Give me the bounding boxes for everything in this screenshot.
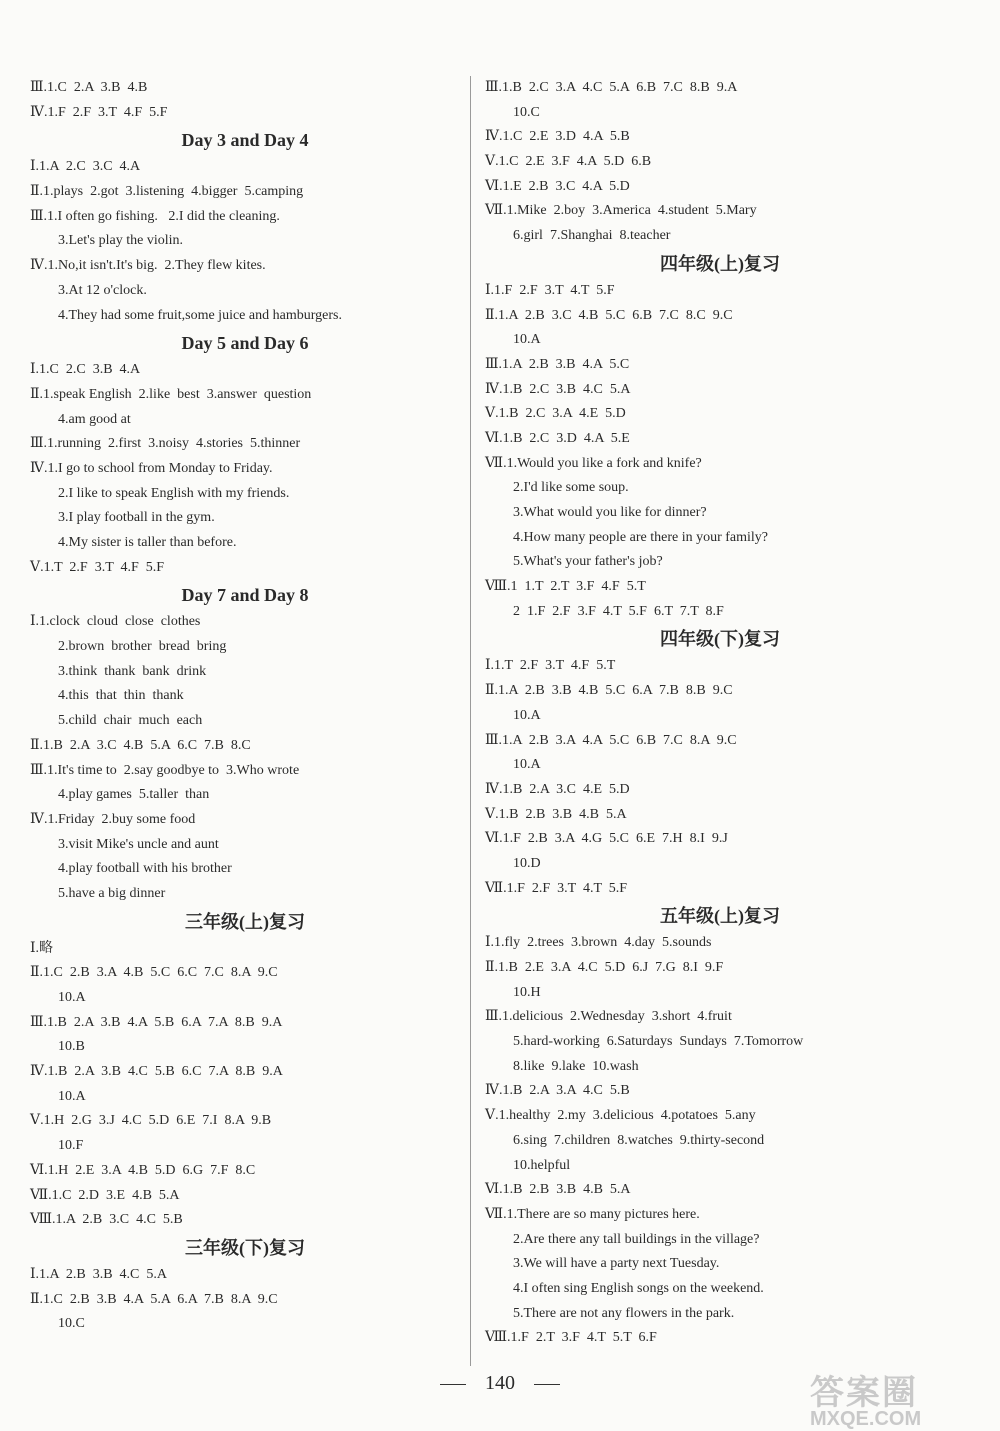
answer-line: 10.C: [513, 104, 540, 120]
answer-line: 2.I'd like some soup.: [513, 480, 629, 496]
answer-line: Ⅷ.1.A 2.B 3.C 4.C 5.B: [30, 1212, 183, 1228]
answer-line: 10.D: [513, 855, 541, 871]
column-divider: [470, 76, 471, 1366]
answer-line: 6.sing 7.children 8.watches 9.thirty-second: [513, 1132, 765, 1148]
answer-line: 10.H: [513, 984, 541, 1000]
answer-line: 3.I play football in the gym.: [58, 510, 215, 526]
answer-line: 5.What's your father's job?: [513, 554, 663, 570]
section-heading: 三年级(下)复习: [185, 1237, 305, 1258]
answer-line: Ⅴ.1.C 2.E 3.F 4.A 5.D 6.B: [485, 154, 652, 170]
answer-line: Ⅱ.1.plays 2.got 3.listening 4.bigger 5.camping: [30, 184, 304, 200]
answer-line: Ⅰ.1.C 2.C 3.B 4.A: [30, 362, 141, 378]
answer-line: Ⅰ.1.A 2.B 3.B 4.C 5.A: [30, 1266, 167, 1282]
answer-line: 5.child chair much each: [58, 713, 203, 729]
answer-line: Ⅴ.1.T 2.F 3.T 4.F 5.F: [30, 559, 165, 575]
answer-line: 4.play games 5.taller than: [58, 787, 210, 803]
answer-line: 10.A: [513, 332, 541, 348]
right-column: [485, 76, 955, 1351]
answer-line: 4.I often sing English songs on the weekend.: [513, 1280, 764, 1296]
answer-line: Ⅵ.1.E 2.B 3.C 4.A 5.D: [485, 178, 630, 194]
answer-line: Ⅱ.1.speak English 2.like best 3.answer question: [30, 386, 312, 402]
answer-line: Ⅱ.1.C 2.B 3.A 4.B 5.C 6.C 7.C 8.A 9.C: [30, 965, 278, 981]
section-heading: Day 3 and Day 4: [181, 130, 309, 151]
answer-line: Ⅲ.1.B 2.C 3.A 4.C 5.A 6.B 7.C 8.B 9.A: [485, 80, 738, 95]
answer-line: Ⅱ.1.B 2.E 3.A 4.C 5.D 6.J 7.G 8.I 9.F: [485, 960, 724, 975]
answer-line: Ⅳ.1.C 2.E 3.D 4.A 5.B: [485, 129, 630, 145]
answer-line: Ⅴ.1.B 2.B 3.B 4.B 5.A: [485, 806, 627, 822]
answer-line: 5.have a big dinner: [58, 885, 166, 901]
answer-line: Ⅶ.1.There are so many pictures here.: [485, 1206, 700, 1222]
answer-line: Ⅲ.1.delicious 2.Wednesday 3.short 4.fruit: [485, 1009, 732, 1025]
answer-line: 4.My sister is taller than before.: [58, 535, 237, 550]
answer-line: Ⅳ.1.No,it isn't.It's big. 2.They flew kites.: [30, 258, 266, 274]
answer-line: 10.A: [513, 757, 541, 773]
page-number: 140: [485, 1372, 515, 1394]
answer-line: 5.There are not any flowers in the park.: [513, 1305, 735, 1321]
answer-line: 2.I like to speak English with my friends.: [58, 485, 290, 501]
answer-line: 3.At 12 o'clock.: [58, 282, 147, 298]
answer-line: 10.A: [58, 1088, 86, 1104]
answer-line: Ⅰ.1.clock cloud close clothes: [30, 614, 201, 630]
watermark-url: MXQE.COM: [810, 1408, 922, 1430]
answer-line: 10.C: [58, 1316, 85, 1332]
answer-line: Ⅳ.1.B 2.A 3.B 4.C 5.B 6.C 7.A 8.B 9.A: [30, 1064, 283, 1080]
left-column: [30, 76, 460, 1337]
answer-line: Ⅶ.1.F 2.F 3.T 4.T 5.F: [485, 880, 628, 896]
section-heading: 四年级(下)复习: [660, 629, 780, 650]
answer-line: Ⅵ.1.B 2.B 3.B 4.B 5.A: [485, 1182, 631, 1198]
answer-line: 2 1.F 2.F 3.F 4.T 5.F 6.T 7.T 8.F: [513, 603, 724, 619]
answer-line: Ⅲ.1.It's time to 2.say goodbye to 3.Who wrote: [30, 762, 300, 778]
answer-line: Ⅴ.1.healthy 2.my 3.delicious 4.potatoes 5.any: [485, 1108, 756, 1124]
section-heading: Day 5 and Day 6: [181, 333, 309, 354]
answer-line: Ⅳ.1.B 2.C 3.B 4.C 5.A: [485, 381, 631, 397]
answer-line: Ⅳ.1.I go to school from Monday to Friday.: [30, 460, 273, 476]
answer-line: Ⅳ.1.B 2.A 3.C 4.E 5.D: [485, 781, 630, 797]
answer-line: 4.How many people are there in your family?: [513, 529, 769, 545]
answer-line: 3.What would you like for dinner?: [513, 505, 707, 520]
answer-line: Ⅲ.1.A 2.B 3.B 4.A 5.C: [485, 356, 630, 372]
section-heading: Day 7 and Day 8: [181, 585, 309, 606]
answer-line: Ⅴ.1.H 2.G 3.J 4.C 5.D 6.E 7.I 8.A 9.B: [30, 1113, 272, 1129]
answer-line: Ⅶ.1.C 2.D 3.E 4.B 5.A: [30, 1187, 180, 1203]
watermark-cn: 答案圈: [810, 1374, 918, 1412]
answer-line: 5.hard-working 6.Saturdays Sundays 7.Tomorrow: [513, 1034, 804, 1050]
answer-line: 3.Let's play the violin.: [58, 233, 184, 249]
footer-dash-right: [534, 1384, 560, 1385]
answer-line: Ⅳ.1.F 2.F 3.T 4.F 5.F: [30, 104, 168, 120]
answer-line: 10.A: [58, 990, 86, 1005]
answer-line: Ⅳ.1.B 2.A 3.A 4.C 5.B: [485, 1083, 630, 1099]
answer-line: 4.this that thin thank: [58, 688, 184, 704]
answer-line: 4.play football with his brother: [58, 861, 232, 877]
answer-line: 6.girl 7.Shanghai 8.teacher: [513, 228, 671, 244]
answer-line: 8.like 9.lake 10.wash: [513, 1058, 639, 1074]
answer-line: Ⅲ.1.I often go fishing. 2.I did the cleaning.: [30, 208, 280, 224]
answer-line: Ⅵ.1.H 2.E 3.A 4.B 5.D 6.G 7.F 8.C: [30, 1162, 256, 1178]
answer-line: 3.think thank bank drink: [58, 663, 207, 679]
answer-line: 10.A: [513, 707, 541, 723]
answer-line: Ⅲ.1.A 2.B 3.A 4.A 5.C 6.B 7.C 8.A 9.C: [485, 732, 737, 748]
watermark-logo: [810, 1365, 990, 1430]
answer-line: 10.B: [58, 1039, 85, 1055]
section-heading: 五年级(上)复习: [660, 906, 780, 927]
answer-line: Ⅱ.1.C 2.B 3.B 4.A 5.A 6.A 7.B 8.A 9.C: [30, 1291, 278, 1307]
answer-line: Ⅷ.1 1.T 2.T 3.F 4.F 5.T: [485, 579, 646, 595]
answer-line: Ⅲ.1.running 2.first 3.noisy 4.stories 5.thinner: [30, 436, 301, 452]
section-heading: 四年级(上)复习: [660, 253, 780, 274]
answer-line: Ⅲ.1.B 2.A 3.B 4.A 5.B 6.A 7.A 8.B 9.A: [30, 1014, 283, 1030]
answer-line: 2.brown brother bread bring: [58, 639, 227, 655]
footer-dash-left: [440, 1384, 466, 1385]
answer-line: 4.am good at: [58, 411, 131, 427]
answer-line: 3.We will have a party next Tuesday.: [513, 1256, 720, 1272]
answer-line: 3.visit Mike's uncle and aunt: [58, 836, 219, 852]
answer-line: Ⅴ.1.B 2.C 3.A 4.E 5.D: [485, 406, 626, 422]
answer-line: Ⅵ.1.F 2.B 3.A 4.G 5.C 6.E 7.H 8.I 9.J: [485, 831, 728, 847]
answer-line: Ⅲ.1.C 2.A 3.B 4.B: [30, 80, 148, 95]
answer-line: 10.helpful: [513, 1157, 571, 1173]
answer-line: 10.F: [58, 1138, 84, 1154]
answer-line: Ⅳ.1.Friday 2.buy some food: [30, 811, 196, 827]
answer-line: Ⅰ.1.fly 2.trees 3.brown 4.day 5.sounds: [485, 935, 712, 951]
answer-line: 2.Are there any tall buildings in the village?: [513, 1231, 760, 1247]
answer-line: Ⅷ.1.F 2.T 3.F 4.T 5.T 6.F: [485, 1330, 657, 1346]
answer-line: Ⅶ.1.Mike 2.boy 3.America 4.student 5.Mary: [485, 203, 757, 219]
answer-line: Ⅵ.1.B 2.C 3.D 4.A 5.E: [485, 430, 630, 446]
answer-line: Ⅰ.1.F 2.F 3.T 4.T 5.F: [485, 282, 615, 298]
answer-line: Ⅱ.1.A 2.B 3.C 4.B 5.C 6.B 7.C 8.C 9.C: [485, 307, 733, 323]
answer-line: Ⅰ.1.A 2.C 3.C 4.A: [30, 159, 141, 175]
answer-line: 4.They had some fruit,some juice and hamburgers.: [58, 307, 342, 323]
answer-line: Ⅰ.略: [30, 940, 54, 956]
answer-line: Ⅱ.1.A 2.B 3.B 4.B 5.C 6.A 7.B 8.B 9.C: [485, 683, 733, 699]
answer-line: Ⅱ.1.B 2.A 3.C 4.B 5.A 6.C 7.B 8.C: [30, 737, 251, 753]
answer-line: Ⅶ.1.Would you like a fork and knife?: [485, 455, 702, 471]
section-heading: 三年级(上)复习: [185, 911, 305, 932]
answer-line: Ⅰ.1.T 2.F 3.T 4.F 5.T: [485, 658, 616, 674]
